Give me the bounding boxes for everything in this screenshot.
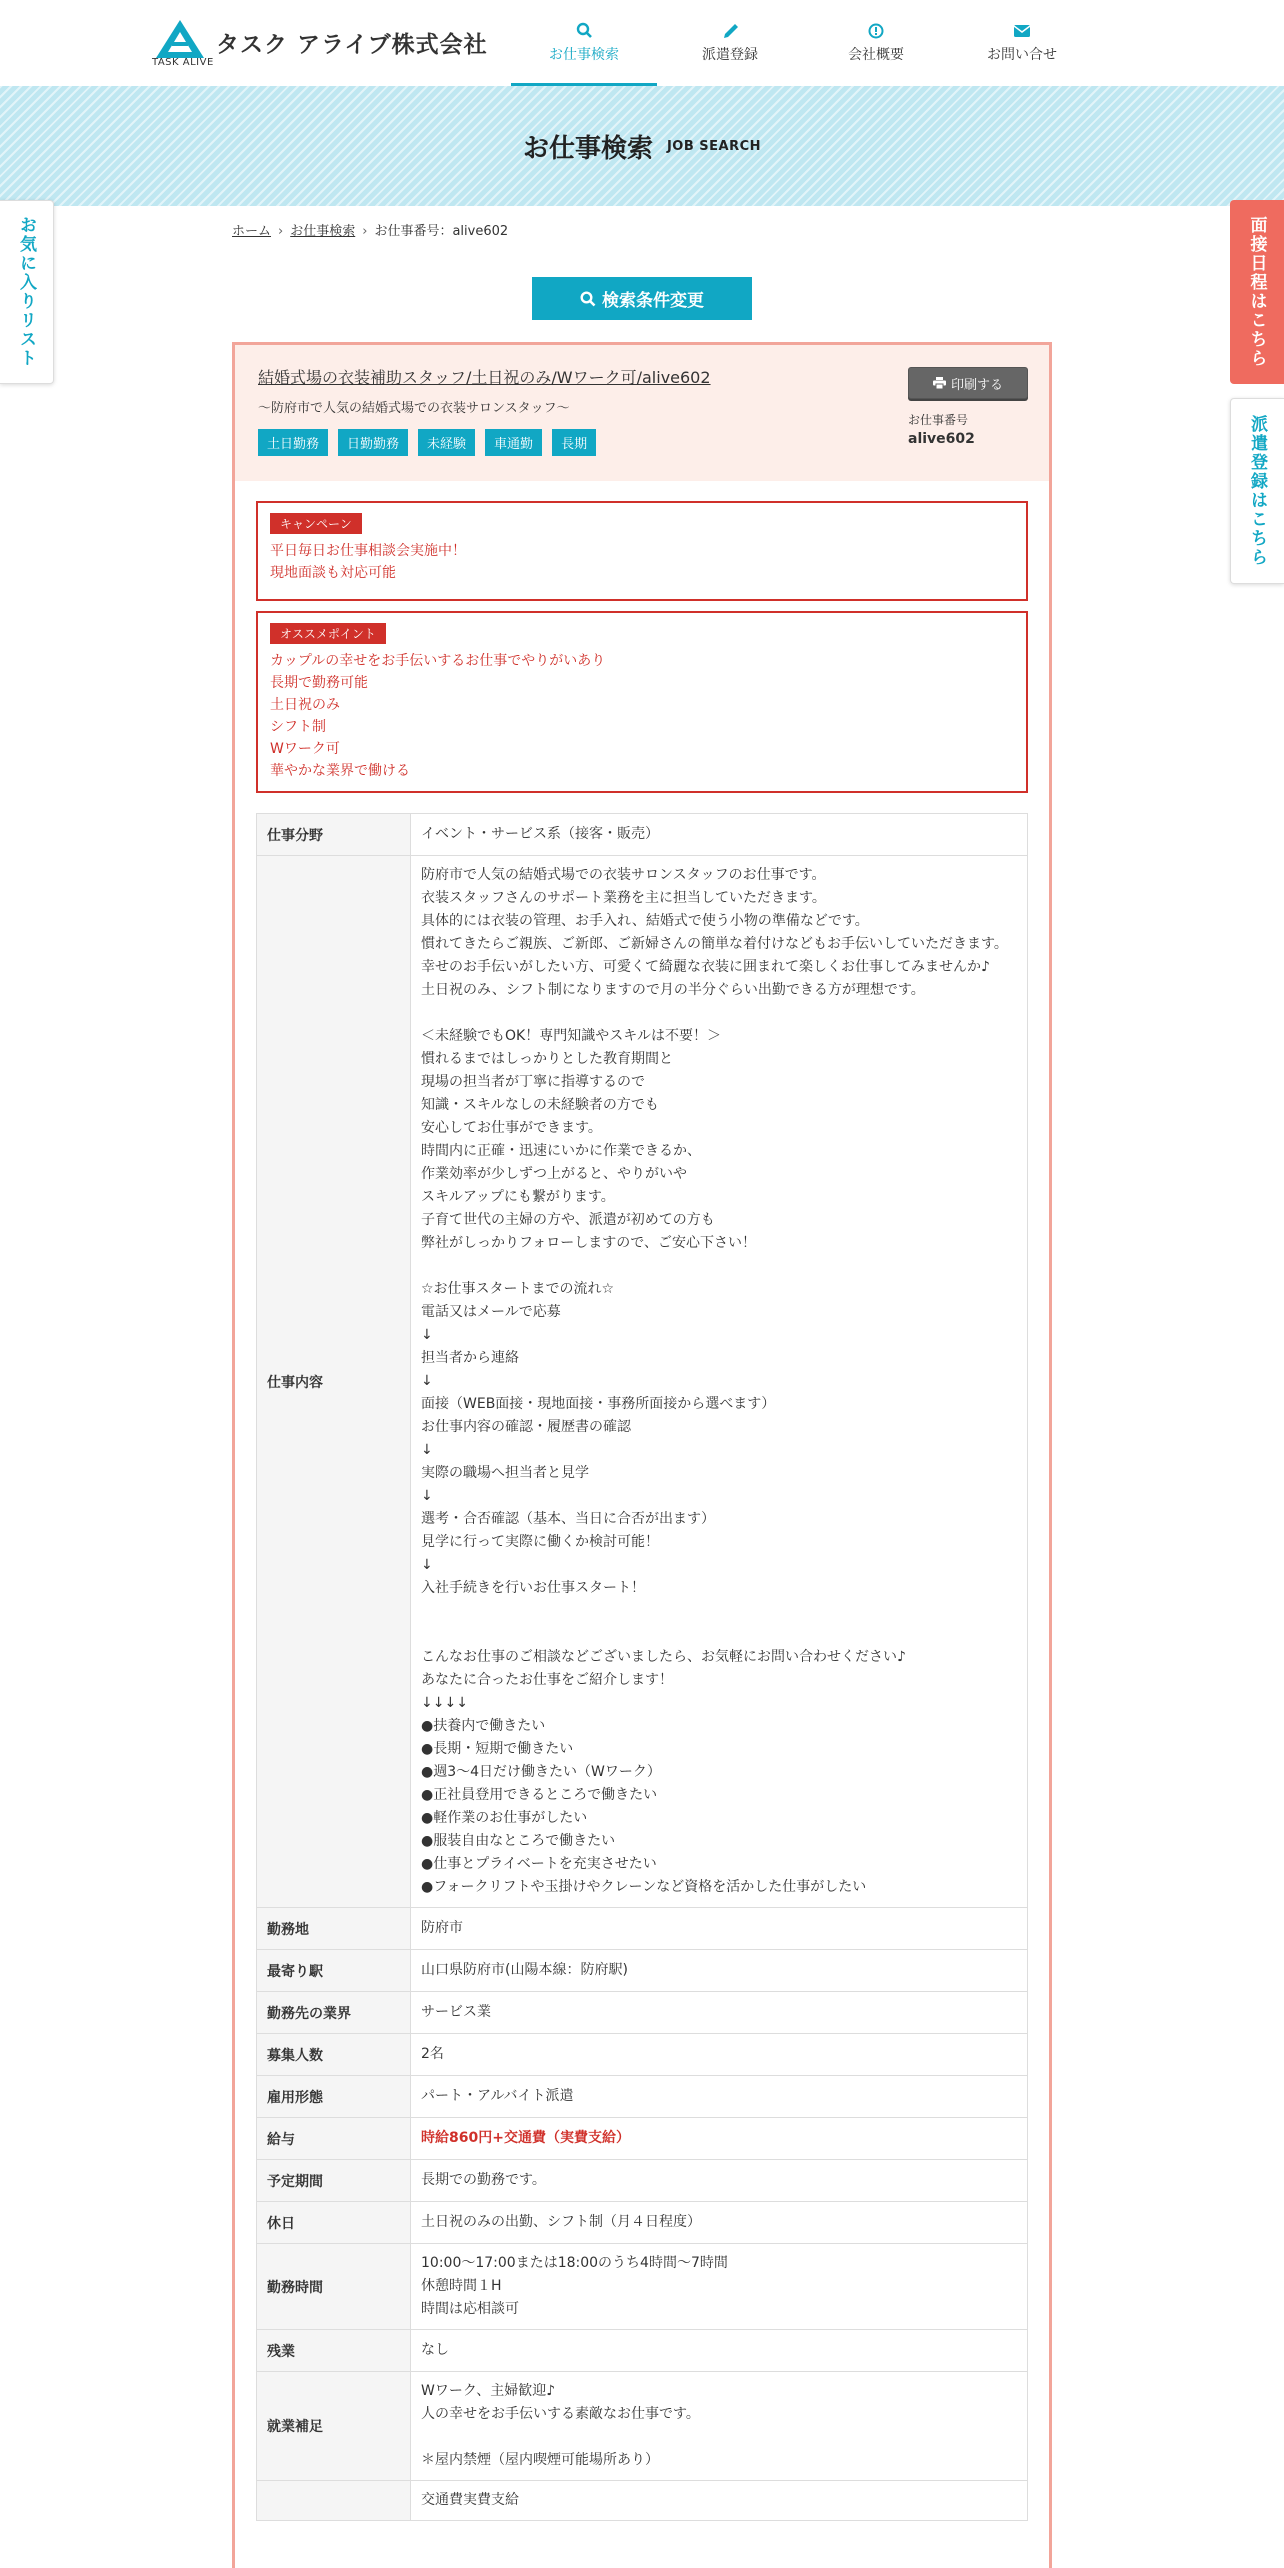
spec-value-line: 時給860円+交通費（実費支給） bbox=[421, 2130, 630, 2146]
spec-value bbox=[411, 1908, 1028, 1950]
campaign-badge: キャンペーン bbox=[270, 513, 362, 534]
logo-subtext: TASK ALIVE bbox=[152, 57, 214, 68]
spec-value-line: スキルアップにも繋がります。 bbox=[421, 1189, 615, 1205]
spec-row bbox=[257, 2160, 1028, 2202]
spec-label: 残業 bbox=[257, 2330, 411, 2372]
spec-value bbox=[411, 2118, 1028, 2160]
spec-value-line: ☆お仕事スタートまでの流れ☆ bbox=[421, 1281, 615, 1297]
spec-value-line: 休憩時間１H bbox=[421, 2278, 502, 2294]
spec-value bbox=[411, 814, 1028, 856]
spec-value-line: 実際の職場へ担当者と見学 bbox=[421, 1465, 589, 1481]
recommend-line: カップルの幸せをお手伝いするお仕事でやりがいあり bbox=[270, 653, 606, 669]
spec-label: 勤務地 bbox=[257, 1908, 411, 1950]
job-spec-table bbox=[256, 813, 1028, 2521]
chevron-right-icon: › bbox=[362, 224, 368, 239]
spec-value bbox=[411, 856, 1028, 1908]
breadcrumb bbox=[232, 220, 508, 239]
campaign-line: 現地面談も対応可能 bbox=[270, 565, 396, 581]
nav-registration[interactable] bbox=[657, 0, 803, 86]
spec-value-line: 弊社がしっかりフォローしますので、ご安心下さい！ bbox=[421, 1235, 757, 1251]
spec-label: 予定期間 bbox=[257, 2160, 411, 2202]
spec-value-line: ＜未経験でもOK！専門知識やスキルは不要！＞ bbox=[421, 1028, 722, 1044]
spec-value-line: 慣れるまではしっかりとした教育期間と bbox=[421, 1051, 673, 1067]
spec-value-line: パート・アルバイト派遣 bbox=[421, 2088, 574, 2104]
job-number: alive602 bbox=[908, 431, 975, 447]
pencil-icon bbox=[657, 22, 803, 40]
nav-job-search[interactable] bbox=[511, 0, 657, 86]
chevron-right-icon: › bbox=[278, 224, 284, 239]
spec-value-line: 作業効率が少しずつ上がると、やりがいや bbox=[421, 1166, 687, 1182]
campaign-box bbox=[256, 501, 1028, 601]
spec-label: 仕事分野 bbox=[257, 814, 411, 856]
spec-row bbox=[257, 1992, 1028, 2034]
recommend-line: Wワーク可 bbox=[270, 741, 340, 757]
spec-row bbox=[257, 1950, 1028, 1992]
spec-value-line: 幸せのお手伝いがしたい方、可愛くて綺麗な衣装に囲まれて楽しくお仕事してみませんか♪ bbox=[421, 959, 990, 975]
job-number-label: お仕事番号 bbox=[908, 413, 969, 427]
spec-value-line: ↓ bbox=[421, 1327, 433, 1343]
spec-value-line: 担当者から連絡 bbox=[421, 1350, 519, 1366]
job-tag: 土日勤務 bbox=[258, 429, 328, 456]
spec-row bbox=[257, 2244, 1028, 2330]
spec-value bbox=[411, 2330, 1028, 2372]
breadcrumb-current: お仕事番号：alive602 bbox=[374, 224, 509, 239]
spec-value bbox=[411, 2244, 1028, 2330]
spec-value-line: ↓ bbox=[421, 1557, 433, 1573]
spec-value-line: 10:00～17:00または18:00のうち4時間～7時間 bbox=[421, 2255, 728, 2271]
spec-value-line: ●仕事とプライベートを充実させたい bbox=[421, 1856, 657, 1872]
spec-value bbox=[411, 2202, 1028, 2244]
spec-value-line bbox=[421, 2426, 1017, 2449]
spec-value-line bbox=[421, 1623, 1017, 1646]
spec-value-line: お仕事内容の確認・履歴書の確認 bbox=[421, 1419, 631, 1435]
spec-value-line: 交通費実費支給 bbox=[421, 2492, 519, 2508]
spec-value-line: ●軽作業のお仕事がしたい bbox=[421, 1810, 588, 1826]
spec-value-line: 面接（WEB面接・現地面接・事務所面接から選べます） bbox=[421, 1396, 776, 1412]
spec-value-line: 具体的には衣装の管理、お手入れ、結婚式で使う小物の準備などです。 bbox=[421, 913, 869, 929]
recommend-line: 華やかな業界で働ける bbox=[270, 763, 410, 779]
spec-value-line: 安心してお仕事ができます。 bbox=[421, 1120, 602, 1136]
spec-label: 勤務先の業界 bbox=[257, 1992, 411, 2034]
spec-value-line: 防府市 bbox=[421, 1920, 463, 1936]
spec-value-line: ●服装自由なところで働きたい bbox=[421, 1833, 616, 1849]
spec-row bbox=[257, 2372, 1028, 2481]
spec-value-line: 土日祝のみの出勤、シフト制（月４日程度） bbox=[421, 2214, 701, 2230]
spec-value-line: 知識・スキルなしの未経験者の方でも bbox=[421, 1097, 659, 1113]
spec-value-line: ●長期・短期で働きたい bbox=[421, 1741, 574, 1757]
page-banner bbox=[0, 86, 1284, 206]
spec-value-line: 入社手続きを行いお仕事スタート！ bbox=[421, 1580, 645, 1596]
spec-row bbox=[257, 1908, 1028, 1950]
nav-label: お問い合せ bbox=[987, 47, 1057, 63]
spec-label: 募集人数 bbox=[257, 2034, 411, 2076]
change-search-label: 検索条件変更 bbox=[602, 291, 704, 310]
company-logo[interactable] bbox=[152, 18, 488, 70]
campaign-line: 平日毎日お仕事相談会実施中！ bbox=[270, 543, 466, 559]
spec-value bbox=[411, 1950, 1028, 1992]
spec-value-line bbox=[421, 1255, 1017, 1278]
spec-value-line: Wワーク、主婦歓迎♪ bbox=[421, 2383, 556, 2399]
spec-label: 勤務時間 bbox=[257, 2244, 411, 2330]
spec-label: 就業補足 bbox=[257, 2372, 411, 2481]
search-icon bbox=[511, 22, 657, 40]
info-icon bbox=[803, 22, 949, 40]
spec-row bbox=[257, 856, 1028, 1908]
spec-value-line: 電話又はメールで応募 bbox=[421, 1304, 561, 1320]
nav-label: お仕事検索 bbox=[549, 47, 619, 63]
spec-label: 雇用形態 bbox=[257, 2076, 411, 2118]
spec-label: 給与 bbox=[257, 2118, 411, 2160]
job-tag: 車通勤 bbox=[485, 429, 542, 456]
spec-value-line: ●扶養内で働きたい bbox=[421, 1718, 546, 1734]
recommend-line: 長期で勤務可能 bbox=[270, 675, 368, 691]
spec-value-line: 2名 bbox=[421, 2046, 444, 2062]
spec-value-line: イベント・サービス系（接客・販売） bbox=[421, 826, 659, 842]
nav-company[interactable] bbox=[803, 0, 949, 86]
spec-value bbox=[411, 2160, 1028, 2202]
recommend-line: 土日祝のみ bbox=[270, 697, 340, 713]
spec-value-line: 慣れてきたらご親族、ご新郎、ご新婦さんの簡単な着付けなどもお手伝いしていただきます。 bbox=[421, 936, 1008, 952]
spec-value-line: なし bbox=[421, 2342, 449, 2358]
spec-value-line: サービス業 bbox=[421, 2004, 491, 2020]
spec-value bbox=[411, 2034, 1028, 2076]
spec-value-line: 防府市で人気の結婚式場での衣装サロンスタッフのお仕事です。 bbox=[421, 867, 826, 883]
spec-value-line: 現場の担当者が丁寧に指導するので bbox=[421, 1074, 645, 1090]
job-tag: 長期 bbox=[552, 429, 596, 456]
spec-value bbox=[411, 2372, 1028, 2481]
spec-value-line: 土日祝のみ、シフト制になりますので月の半分ぐらい出勤できる方が理想です。 bbox=[421, 982, 925, 998]
spec-value bbox=[411, 1992, 1028, 2034]
spec-value-line: ↓↓↓↓ bbox=[421, 1695, 468, 1711]
recommend-line: シフト制 bbox=[270, 719, 326, 735]
spec-value-line: 時間内に正確・迅速にいかに作業できるか、 bbox=[421, 1143, 701, 1159]
print-label: 印刷する bbox=[950, 376, 1003, 392]
spec-value-line: 山口県防府市(山陽本線：防府駅) bbox=[421, 1962, 628, 1978]
spec-value bbox=[411, 2076, 1028, 2118]
print-button[interactable] bbox=[908, 367, 1028, 399]
nav-label: 会社概要 bbox=[848, 47, 904, 63]
favorites-list-tab[interactable] bbox=[0, 200, 54, 384]
spec-value-line: 子育て世代の主婦の方や、派遣が初めての方も bbox=[421, 1212, 715, 1228]
spec-value-line: 見学に行って実際に働くか検討可能！ bbox=[421, 1534, 659, 1550]
spec-value-line: 長期での勤務です。 bbox=[421, 2172, 546, 2188]
spec-label: 休日 bbox=[257, 2202, 411, 2244]
spec-value-line: あなたに合ったお仕事をご紹介します！ bbox=[421, 1672, 673, 1688]
spec-value-line: 選考・合否確認（基本、当日に合否が出ます） bbox=[421, 1511, 715, 1527]
spec-value-line: こんなお仕事のご相談などございましたら、お気軽にお問い合わせください♪ bbox=[421, 1649, 906, 1665]
job-tag: 未経験 bbox=[418, 429, 475, 456]
page-title: お仕事検索 bbox=[522, 133, 653, 164]
spec-row bbox=[257, 2118, 1028, 2160]
search-icon bbox=[580, 291, 596, 307]
spec-row bbox=[257, 2076, 1028, 2118]
breadcrumb-home[interactable]: ホーム bbox=[232, 224, 272, 239]
registration-tab[interactable] bbox=[1230, 398, 1284, 584]
spec-label bbox=[257, 2481, 411, 2521]
recommend-badge: オススメポイント bbox=[270, 623, 386, 644]
spec-label: 最寄り駅 bbox=[257, 1950, 411, 1992]
spec-value-line bbox=[421, 1600, 1017, 1623]
main-nav bbox=[511, 0, 1095, 86]
spec-row bbox=[257, 2202, 1028, 2244]
spec-value-line: ●正社員登用できるところで働きたい bbox=[421, 1787, 658, 1803]
job-card-header bbox=[235, 345, 1049, 481]
page-subtitle: JOB SEARCH bbox=[666, 138, 762, 154]
logo-text: タスク アライブ株式会社 bbox=[216, 32, 488, 58]
spec-value-line: 時間は応相談可 bbox=[421, 2301, 519, 2317]
spec-row bbox=[257, 2481, 1028, 2521]
spec-value-line: ↓ bbox=[421, 1488, 433, 1504]
spec-row bbox=[257, 814, 1028, 856]
spec-value-line: ●週3～4日だけ働きたい（Wワーク） bbox=[421, 1764, 661, 1780]
change-search-button[interactable] bbox=[532, 277, 752, 320]
site-header bbox=[0, 0, 1284, 86]
interview-label: 面接日程はこちら bbox=[1246, 216, 1267, 368]
spec-value-line: ＊屋内禁煙（屋内喫煙可能場所あり） bbox=[421, 2452, 659, 2468]
job-title[interactable]: 結婚式場の衣装補助スタッフ/土日祝のみ/Wワーク可/alive602 bbox=[258, 368, 711, 387]
breadcrumb-search[interactable]: お仕事検索 bbox=[290, 224, 356, 239]
printer-icon bbox=[933, 377, 946, 389]
interview-schedule-tab[interactable] bbox=[1230, 200, 1284, 384]
spec-value-line: 人の幸せをお手伝いする素敵なお仕事です。 bbox=[421, 2406, 700, 2422]
spec-value bbox=[411, 2481, 1028, 2521]
spec-value-line: 衣装スタッフさんのサポート業務を主に担当していただきます。 bbox=[421, 890, 826, 906]
spec-value-line: ●フォークリフトや玉掛けやクレーンなど資格を活かした仕事がしたい bbox=[421, 1879, 867, 1895]
nav-label: 派遣登録 bbox=[702, 47, 758, 63]
favorites-label: お気に入りリスト bbox=[16, 216, 36, 368]
spec-value-line: ↓ bbox=[421, 1442, 433, 1458]
spec-row bbox=[257, 2330, 1028, 2372]
job-tag: 日勤勤務 bbox=[338, 429, 408, 456]
job-tags bbox=[258, 429, 606, 456]
recommend-points-box bbox=[256, 611, 1028, 793]
envelope-icon bbox=[949, 22, 1095, 40]
spec-value-line bbox=[421, 1002, 1017, 1025]
job-subtitle: ～防府市で人気の結婚式場での衣装サロンスタッフ～ bbox=[258, 401, 570, 416]
nav-contact[interactable] bbox=[949, 0, 1095, 86]
spec-row bbox=[257, 2034, 1028, 2076]
job-card bbox=[232, 342, 1052, 2568]
spec-label: 仕事内容 bbox=[257, 856, 411, 1908]
registration-label: 派遣登録はこちら bbox=[1247, 415, 1267, 567]
spec-value-line: ↓ bbox=[421, 1373, 433, 1389]
